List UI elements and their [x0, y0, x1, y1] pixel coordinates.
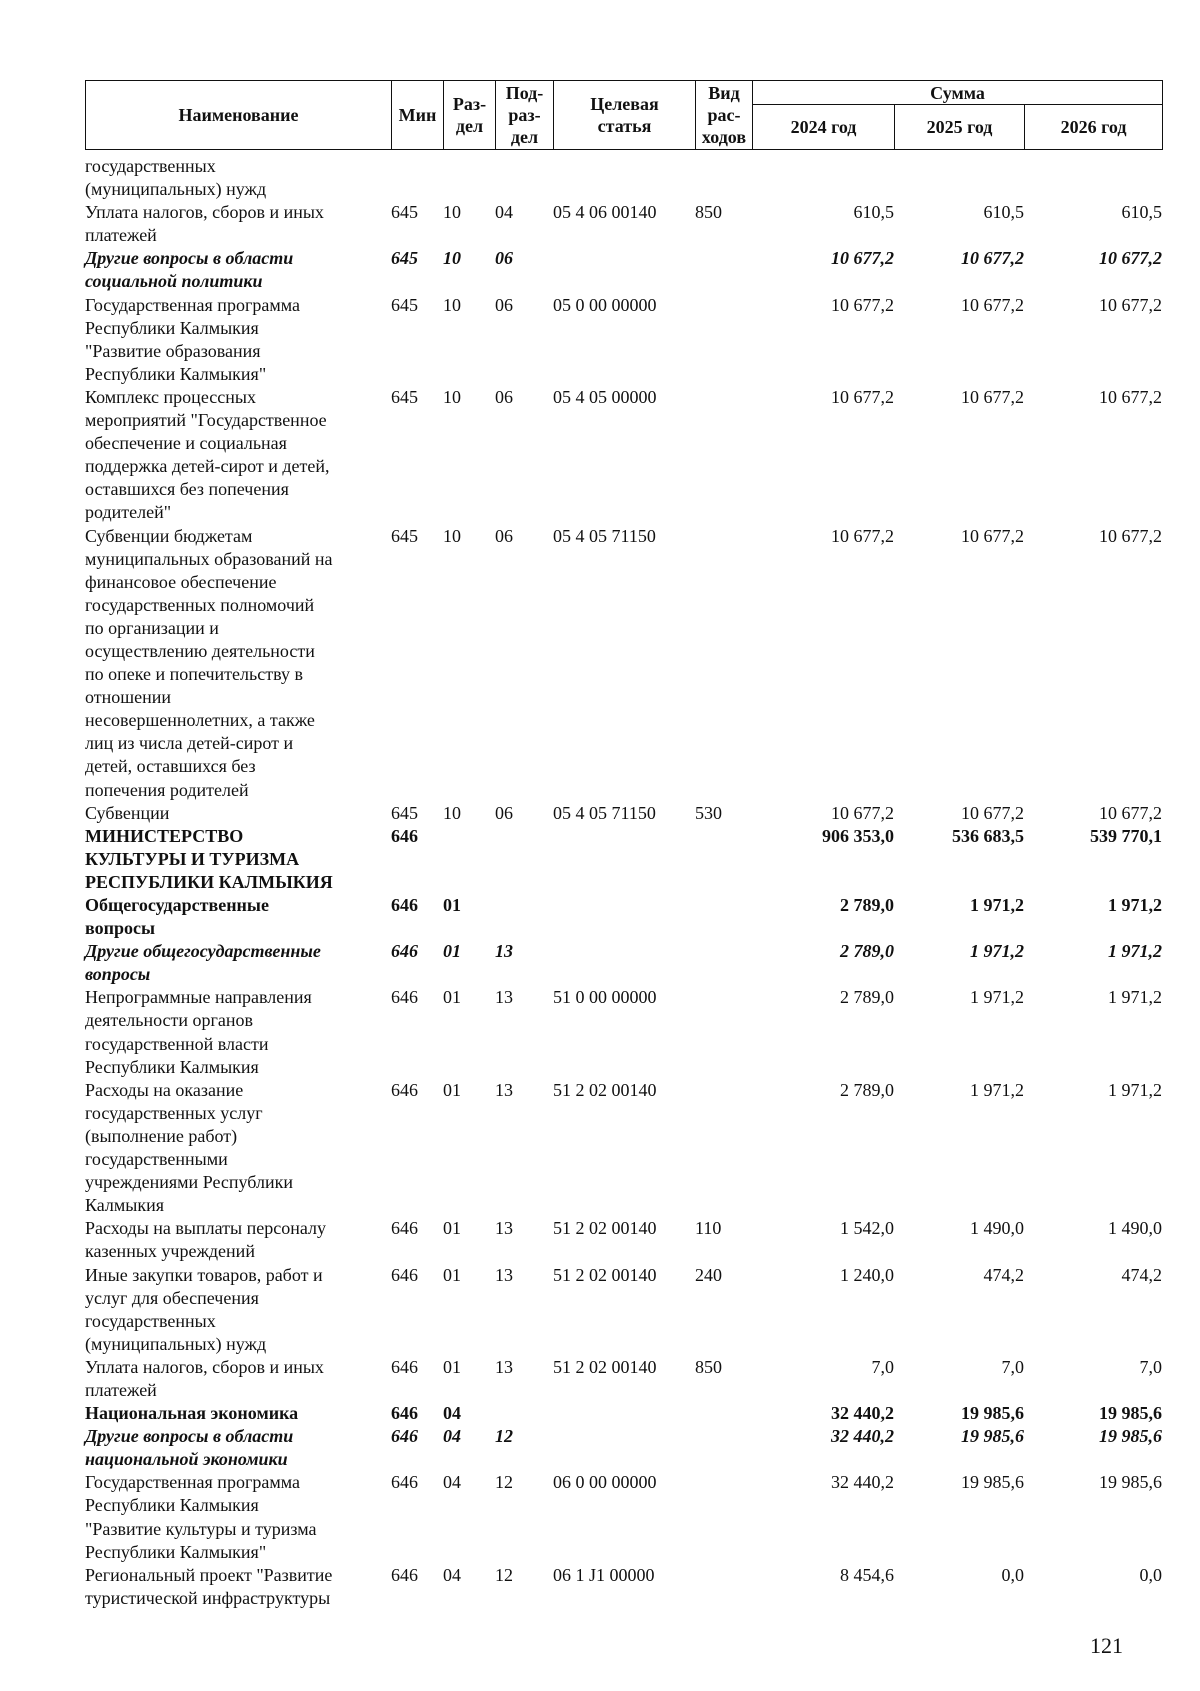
row-name-line: РЕСПУБЛИКИ КАЛМЫКИЯ [85, 871, 333, 892]
row-statya-cell [553, 1425, 695, 1471]
row-sum-2024: 8 454,6 [840, 1564, 894, 1585]
row-sum-2025: 1 971,2 [970, 987, 1024, 1008]
row-razdel-cell: 01 [443, 1264, 461, 1285]
row-sum-2024: 10 677,2 [831, 386, 894, 407]
row-statya-cell: 05 4 05 00000 [553, 386, 657, 407]
row-sum-2025: 10 677,2 [961, 294, 1024, 315]
row-sum-2025: 474,2 [983, 1264, 1024, 1285]
row-vid-cell: 850 [695, 202, 722, 223]
row-podrazdel-cell: 13 [495, 941, 513, 962]
table-row [85, 1079, 1162, 1218]
row-razdel-cell: 10 [443, 202, 461, 223]
row-name-line: поддержка детей-сирот и детей, [85, 456, 330, 477]
header-vid-line1: Вид [708, 83, 740, 103]
header-min: Мин [392, 81, 444, 150]
row-min-cell [391, 155, 443, 201]
row-name-line: туристической инфраструктуры [85, 1587, 331, 1608]
row-sum-2024: 7,0 [871, 1356, 894, 1377]
header-podrazdel-line3: дел [510, 127, 539, 147]
row-statya-cell [553, 155, 695, 201]
row-vid-cell [695, 825, 752, 894]
row-min-cell: 646 [391, 1264, 418, 1285]
row-sum-2026 [1024, 155, 1162, 201]
row-name-line: МИНИСТЕРСТВО [85, 825, 244, 846]
row-podrazdel-cell: 12 [495, 1472, 513, 1493]
row-sum-2025: 10 677,2 [961, 386, 1024, 407]
row-name-cell [85, 825, 391, 894]
row-name-line: Субвенции бюджетам [85, 525, 253, 546]
table-row [85, 1217, 1162, 1263]
row-sum-2025 [894, 155, 1024, 201]
row-vid-cell [695, 894, 752, 940]
row-name-line: платежей [85, 225, 157, 246]
row-name-line: несовершеннолетних, а также [85, 710, 315, 731]
row-name-line: Комплекс процессных [85, 386, 256, 407]
row-sum-2024: 10 677,2 [831, 525, 894, 546]
header-razdel-line2: дел [455, 116, 484, 136]
row-razdel-cell [443, 825, 495, 894]
row-name-line: Другие общегосударственные [85, 941, 321, 962]
row-statya-cell: 51 2 02 00140 [553, 1218, 657, 1239]
row-name-line: Республики Калмыкия" [85, 1541, 267, 1562]
row-statya-cell: 06 1 J1 00000 [553, 1564, 655, 1585]
page-number: 121 [1090, 1633, 1123, 1658]
table-row [85, 386, 1162, 525]
row-name-line: деятельности органов [85, 1010, 254, 1031]
row-name-line: попечения родителей [85, 779, 249, 800]
row-sum-2026: 7,0 [1139, 1356, 1162, 1377]
table-row [85, 802, 1162, 825]
row-podrazdel-cell: 13 [495, 1079, 513, 1100]
row-name-line: государственных услуг [85, 1102, 263, 1123]
row-vid-cell [695, 1471, 752, 1563]
row-name-line: Непрограммные направления [85, 987, 312, 1008]
header-razdel-line1: Раз- [452, 94, 487, 114]
header-year-2024: 2024 год [753, 105, 895, 150]
table-row [85, 1564, 1162, 1610]
row-podrazdel-cell: 12 [495, 1564, 513, 1585]
row-min-cell: 646 [391, 1564, 418, 1585]
row-name-line: (муниципальных) нужд [85, 1333, 267, 1354]
row-name-line: Национальная экономика [85, 1403, 299, 1424]
header-podrazdel [496, 81, 554, 150]
row-sum-2026: 19 985,6 [1099, 1472, 1162, 1493]
row-razdel-cell: 01 [443, 941, 461, 962]
row-statya-cell [553, 247, 695, 293]
header-year-2025: 2025 год [895, 105, 1025, 150]
row-sum-2025: 10 677,2 [961, 248, 1024, 269]
row-name-line: Другие вопросы в области [85, 248, 294, 269]
row-name-line: "Развитие образования [85, 340, 261, 361]
row-sum-2024: 32 440,2 [831, 1426, 894, 1447]
row-sum-2024: 1 240,0 [840, 1264, 894, 1285]
row-name-line: отношении [85, 687, 172, 708]
row-vid-cell: 850 [695, 1356, 722, 1377]
row-sum-2025: 1 490,0 [970, 1218, 1024, 1239]
row-min-cell: 646 [391, 825, 418, 846]
row-vid-cell [695, 1402, 752, 1425]
row-sum-2024: 906 353,0 [822, 825, 894, 846]
row-sum-2025: 19 985,6 [961, 1426, 1024, 1447]
row-sum-2024: 32 440,2 [831, 1472, 894, 1493]
row-name-cell [85, 940, 391, 986]
row-sum-2026: 539 770,1 [1090, 825, 1162, 846]
row-sum-2026: 474,2 [1121, 1264, 1162, 1285]
row-razdel-cell: 10 [443, 248, 461, 269]
row-name-cell [85, 386, 391, 525]
row-sum-2024: 2 789,0 [840, 987, 894, 1008]
row-name-line: государственных [85, 1310, 216, 1331]
table-row [85, 525, 1162, 802]
row-name-cell [85, 1425, 391, 1471]
row-name-line: по организации и [85, 617, 219, 638]
row-sum-2026: 1 490,0 [1108, 1218, 1162, 1239]
header-statya-line1: Целевая [590, 94, 659, 114]
row-name-line: муниципальных образований на [85, 548, 333, 569]
header-statya [554, 81, 696, 150]
row-min-cell: 645 [391, 802, 418, 823]
row-name-line: Региональный проект "Развитие [85, 1564, 333, 1585]
row-name-line: Республики Калмыкия" [85, 363, 267, 384]
row-name-line: Субвенции [85, 802, 170, 823]
row-min-cell: 645 [391, 248, 418, 269]
row-sum-2026: 19 985,6 [1099, 1403, 1162, 1424]
row-name-line: Иные закупки товаров, работ и [85, 1264, 323, 1285]
table-row [85, 1402, 1162, 1425]
row-podrazdel-cell [495, 894, 553, 940]
row-razdel-cell: 01 [443, 895, 461, 915]
row-sum-2025: 10 677,2 [961, 525, 1024, 546]
table-row [85, 940, 1162, 986]
row-name-line: (выполнение работ) [85, 1125, 238, 1146]
row-razdel-cell: 04 [443, 1403, 461, 1424]
table-row [85, 155, 1162, 201]
row-razdel-cell: 04 [443, 1564, 461, 1585]
row-vid-cell: 240 [695, 1264, 722, 1285]
row-min-cell: 646 [391, 1079, 418, 1100]
row-name-line: государственными [85, 1149, 228, 1170]
row-sum-2026: 1 971,2 [1108, 987, 1162, 1008]
row-sum-2024: 610,5 [853, 202, 894, 223]
row-sum-2024: 10 677,2 [831, 802, 894, 823]
row-name-cell [85, 1402, 391, 1425]
row-min-cell: 645 [391, 294, 418, 315]
row-sum-2024 [752, 155, 894, 201]
row-vid-cell [695, 155, 752, 201]
row-vid-cell: 530 [695, 802, 722, 823]
row-vid-cell [695, 386, 752, 525]
row-min-cell: 646 [391, 941, 418, 962]
header-razdel [444, 81, 496, 150]
row-sum-2026: 1 971,2 [1108, 941, 1162, 962]
row-name-line: Республики Калмыкия [85, 1495, 259, 1516]
row-razdel-cell: 10 [443, 294, 461, 315]
row-podrazdel-cell: 04 [495, 202, 513, 223]
row-min-cell: 646 [391, 1403, 418, 1424]
row-podrazdel-cell: 13 [495, 987, 513, 1008]
row-sum-2025: 1 971,2 [970, 1079, 1024, 1100]
row-podrazdel-cell: 06 [495, 248, 513, 269]
row-sum-2025: 1 971,2 [970, 895, 1024, 915]
row-name-line: КУЛЬТУРЫ И ТУРИЗМА [85, 848, 300, 869]
row-sum-2025: 7,0 [1001, 1356, 1024, 1377]
row-vid-cell [695, 525, 752, 802]
row-podrazdel-cell: 12 [495, 1426, 513, 1447]
row-name-line: Государственная программа [85, 1472, 300, 1493]
header-vid [696, 81, 753, 150]
row-sum-2024: 10 677,2 [831, 294, 894, 315]
table-row [85, 1471, 1162, 1563]
row-name-line: вопросы [85, 964, 151, 985]
row-razdel-cell [443, 155, 495, 201]
row-name-line: вопросы [85, 918, 156, 939]
row-name-line: социальной политики [85, 271, 263, 292]
row-sum-2026: 10 677,2 [1099, 248, 1162, 269]
row-sum-2024: 2 789,0 [840, 895, 894, 915]
row-vid-cell [695, 247, 752, 293]
row-name-line: Республики Калмыкия [85, 1056, 259, 1077]
table-row [85, 986, 1162, 1078]
table-row [85, 247, 1162, 293]
table-header [85, 80, 1163, 150]
row-name-cell [85, 1471, 391, 1563]
row-name-cell [85, 247, 391, 293]
row-podrazdel-cell: 13 [495, 1218, 513, 1239]
row-name-line: Уплата налогов, сборов и иных [85, 202, 324, 223]
row-vid-cell [695, 294, 752, 386]
row-min-cell: 646 [391, 987, 418, 1008]
row-sum-2026: 0,0 [1139, 1564, 1162, 1585]
row-vid-cell [695, 1425, 752, 1471]
row-name-line: государственных [85, 156, 216, 176]
row-razdel-cell: 10 [443, 525, 461, 546]
row-razdel-cell: 01 [443, 1218, 461, 1239]
row-statya-cell: 06 0 00 00000 [553, 1472, 657, 1493]
header-statya-line2: статья [597, 116, 652, 136]
row-statya-cell: 05 4 06 00140 [553, 202, 657, 223]
budget-table [85, 155, 1162, 1610]
row-statya-cell: 51 2 02 00140 [553, 1356, 657, 1377]
row-sum-2026: 19 985,6 [1099, 1426, 1162, 1447]
table-row [85, 294, 1162, 386]
row-name-line: родителей" [85, 502, 172, 523]
row-sum-2024: 10 677,2 [831, 248, 894, 269]
row-statya-cell: 51 2 02 00140 [553, 1264, 657, 1285]
row-sum-2025: 610,5 [983, 202, 1024, 223]
row-name-line: Республики Калмыкия [85, 317, 259, 338]
row-statya-cell [553, 940, 695, 986]
row-name-line: Уплата налогов, сборов и иных [85, 1356, 324, 1377]
row-name-line: казенных учреждений [85, 1241, 255, 1262]
row-razdel-cell: 04 [443, 1426, 461, 1447]
row-name-line: государственной власти [85, 1033, 269, 1054]
row-statya-cell [553, 894, 695, 940]
header-podrazdel-line1: Под- [505, 83, 544, 103]
row-sum-2025: 1 971,2 [970, 941, 1024, 962]
row-sum-2026: 10 677,2 [1099, 525, 1162, 546]
row-statya-cell [553, 1402, 695, 1425]
row-name-line: "Развитие культуры и туризма [85, 1518, 317, 1539]
row-vid-cell [695, 1079, 752, 1218]
row-name-cell [85, 986, 391, 1078]
row-razdel-cell: 10 [443, 802, 461, 823]
row-name-line: мероприятий "Государственное [85, 410, 327, 431]
row-name-cell [85, 1564, 391, 1610]
row-name-cell [85, 201, 391, 247]
row-name-cell [85, 802, 391, 825]
row-podrazdel-cell: 06 [495, 525, 513, 546]
row-vid-cell [695, 986, 752, 1078]
row-sum-2024: 1 542,0 [840, 1218, 894, 1239]
header-name: Наименование [86, 81, 392, 150]
row-sum-2026: 10 677,2 [1099, 386, 1162, 407]
row-name-line: платежей [85, 1379, 157, 1400]
row-name-line: осуществлению деятельности [85, 640, 315, 661]
row-name-line: (муниципальных) нужд [85, 179, 267, 200]
row-statya-cell: 05 4 05 71150 [553, 802, 656, 823]
row-name-cell [85, 1356, 391, 1402]
row-statya-cell: 05 0 00 00000 [553, 294, 657, 315]
row-name-cell [85, 1079, 391, 1218]
row-min-cell: 645 [391, 525, 418, 546]
row-vid-cell [695, 1564, 752, 1610]
row-name-line: национальной экономики [85, 1449, 288, 1470]
header-year-2026: 2026 год [1025, 105, 1163, 150]
row-name-cell [85, 155, 391, 201]
row-name-line: оставшихся без попечения [85, 479, 289, 500]
row-name-line: государственных полномочий [85, 594, 315, 615]
row-sum-2026: 1 971,2 [1108, 1079, 1162, 1100]
row-sum-2026: 10 677,2 [1099, 294, 1162, 315]
row-razdel-cell: 01 [443, 1079, 461, 1100]
row-statya-cell: 51 0 00 00000 [553, 987, 657, 1008]
table-row [85, 201, 1162, 247]
row-name-line: финансовое обеспечение [85, 571, 277, 592]
row-name-line: услуг для обеспечения [85, 1287, 259, 1308]
row-sum-2026: 1 971,2 [1108, 895, 1162, 915]
row-name-line: Расходы на выплаты персоналу [85, 1218, 326, 1239]
row-min-cell: 646 [391, 895, 418, 915]
row-name-line: Расходы на оказание [85, 1079, 244, 1100]
row-name-cell [85, 525, 391, 802]
row-podrazdel-cell [495, 1402, 553, 1425]
row-sum-2024: 2 789,0 [840, 941, 894, 962]
row-podrazdel-cell: 13 [495, 1264, 513, 1285]
row-name-line: детей, оставшихся без [85, 756, 256, 777]
row-name-line: обеспечение и социальная [85, 433, 287, 454]
row-podrazdel-cell [495, 155, 553, 201]
row-sum-2025: 19 985,6 [961, 1403, 1024, 1424]
row-name-cell [85, 1264, 391, 1356]
row-statya-cell: 51 2 02 00140 [553, 1079, 657, 1100]
row-sum-2024: 2 789,0 [840, 1079, 894, 1100]
row-name-cell [85, 294, 391, 386]
row-min-cell: 645 [391, 386, 418, 407]
row-name-line: Государственная программа [85, 294, 300, 315]
row-sum-2026: 10 677,2 [1099, 802, 1162, 823]
row-name-line: лиц из числа детей-сирот и [85, 733, 294, 754]
row-sum-2025: 10 677,2 [961, 802, 1024, 823]
row-name-line: учреждениями Республики [85, 1172, 293, 1193]
row-name-line: по опеке и попечительству в [85, 664, 303, 685]
row-name-line: Другие вопросы в области [85, 1426, 294, 1447]
header-summa: Сумма [753, 81, 1163, 105]
row-razdel-cell: 01 [443, 987, 461, 1008]
row-name-line: Общегосударственные [85, 895, 269, 915]
row-razdel-cell: 01 [443, 1356, 461, 1377]
table-row [85, 825, 1162, 894]
table-row [85, 1425, 1162, 1471]
row-podrazdel-cell [495, 825, 553, 894]
row-sum-2025: 19 985,6 [961, 1472, 1024, 1493]
row-sum-2025: 536 683,5 [952, 825, 1024, 846]
row-vid-cell [695, 940, 752, 986]
row-statya-cell [553, 825, 695, 894]
row-name-line: Калмыкия [85, 1195, 165, 1216]
row-min-cell: 646 [391, 1472, 418, 1493]
budget-rows [85, 155, 1162, 1610]
row-min-cell: 646 [391, 1356, 418, 1377]
header-vid-line2: рас- [707, 105, 741, 125]
row-podrazdel-cell: 13 [495, 1356, 513, 1377]
row-podrazdel-cell: 06 [495, 294, 513, 315]
row-name-cell [85, 1217, 391, 1263]
row-razdel-cell: 04 [443, 1472, 461, 1493]
row-name-cell [85, 894, 391, 940]
row-min-cell: 646 [391, 1218, 418, 1239]
row-sum-2025: 0,0 [1001, 1564, 1024, 1585]
table-row [85, 1356, 1162, 1402]
row-podrazdel-cell: 06 [495, 802, 513, 823]
row-sum-2026: 610,5 [1121, 202, 1162, 223]
header-vid-line3: ходов [701, 127, 747, 147]
row-min-cell: 646 [391, 1426, 418, 1447]
row-min-cell: 645 [391, 202, 418, 223]
row-sum-2024: 32 440,2 [831, 1403, 894, 1424]
row-razdel-cell: 10 [443, 386, 461, 407]
header-podrazdel-line2: раз- [508, 105, 541, 125]
row-statya-cell: 05 4 05 71150 [553, 525, 656, 546]
table-row [85, 1264, 1162, 1356]
table-row [85, 894, 1162, 940]
row-vid-cell: 110 [695, 1218, 722, 1239]
row-podrazdel-cell: 06 [495, 386, 513, 407]
